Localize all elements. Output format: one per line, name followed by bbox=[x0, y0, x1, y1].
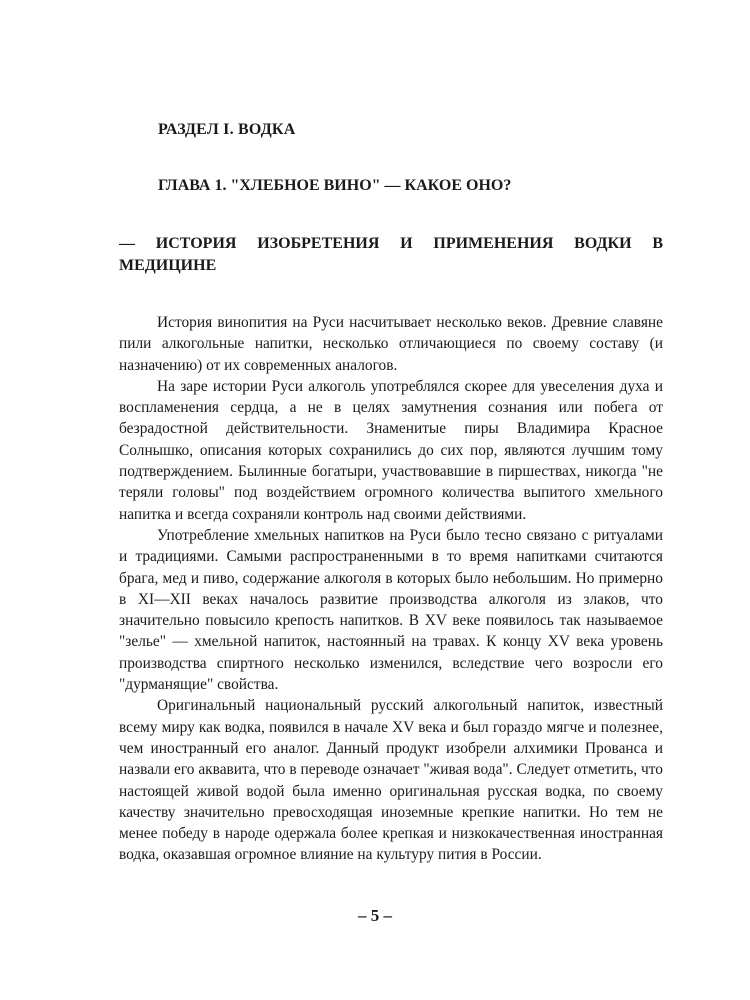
page-number: – 5 – bbox=[358, 906, 392, 925]
paragraph: Употребление хмельных напитков на Руси было тесно связано с ритуалами и традициями. Самыми распространенными в то время напитками считаются брага, мед и пиво, содержание алкоголя в которых было небольшим. Но примерно в XI—XII веках началось развитие производства алкоголя из злаков, что значительно повысило крепость напитков. В XV веке появилось так называемое "зелье" — хмельной напиток, настоянный на травах. К концу XV века уровень производства спиртного несколько изменился, вследствие чего возросли его "дурманящие" свойства. bbox=[119, 526, 663, 694]
section-title: — ИСТОРИЯ ИЗОБРЕТЕНИЯ И ПРИМЕНЕНИЯ ВОДКИ В МЕДИЦИНЕ bbox=[119, 235, 663, 274]
body-text bbox=[119, 312, 663, 866]
paragraph: История винопития на Руси насчитывает несколько веков. Древние славяне пили алкогольные напитки, несколько отличающиеся по своему составу (и назначению) от их современных аналогов. bbox=[119, 314, 663, 374]
chapter-title: ГЛАВА 1. "ХЛЕБНОЕ ВИНО" — КАКОЕ ОНО? bbox=[158, 177, 512, 194]
part-title: РАЗДЕЛ I. ВОДКА bbox=[158, 121, 296, 138]
paragraph: Оригинальный национальный русский алкогольный напиток, известный всему миру как водка, появился в начале XV века и был гораздо мягче и полезнее, чем иностранный его аналог. Данный продукт изобрели алхимики Прованса и назвали его аквавита, что в переводе означает "живая вода". Следует отметить, что настоящей живой водой была именно оригинальная русская водка, по своему качеству значительно превосходящая иноземные крепкие напитки. Но тем не менее победу в народе одержала более крепкая и низкокачественная иностранная водка, оказавшая огромное влияние на культуру пития в России. bbox=[119, 697, 663, 864]
paragraph: На заре истории Руси алкоголь употреблялся скорее для увеселения духа и воспламенения сердца, а не в целях замутнения сознания или побега от безрадостной действительности. Знаменитые пиры Владимира Красное Солнышко, описания которых сохранились до сих пор, являются лучшим тому подтверждением. Былинные богатыри, участвовавшие в пиршествах, никогда "не теряли головы" под воздействием огромного количества выпитого хмельного напитка и всегда сохраняли контроль над своими действиями. bbox=[119, 377, 663, 523]
